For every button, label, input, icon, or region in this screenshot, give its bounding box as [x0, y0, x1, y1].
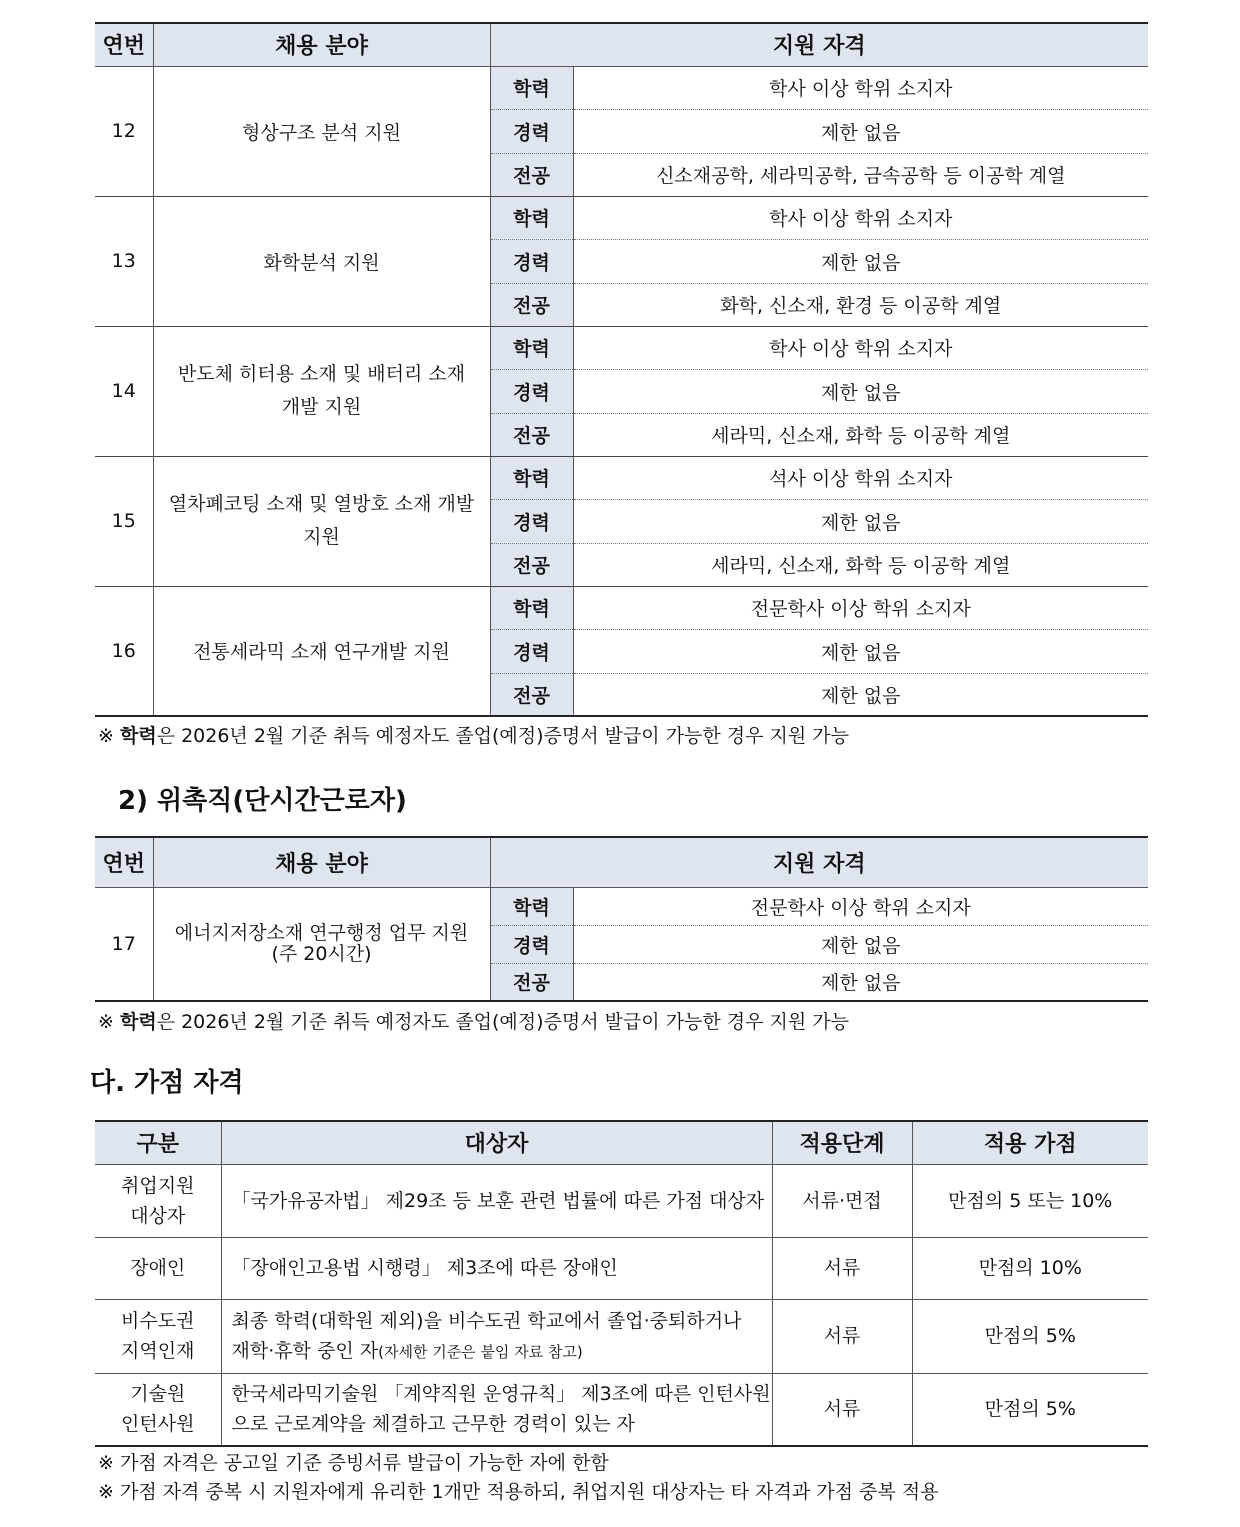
- label-education: 학력: [490, 326, 573, 369]
- table-row: [95, 1373, 1148, 1446]
- row-no: 14: [95, 326, 153, 456]
- row-field-line2: (주 20시간): [271, 942, 372, 965]
- category-cell: [95, 1373, 221, 1446]
- bonus-points-table: [95, 1120, 1148, 1447]
- value-career: 제한 없음: [573, 499, 1148, 543]
- label-major: 전공: [490, 673, 573, 716]
- footnote-1: ※ 가점 자격은 공고일 기준 증빙서류 발급이 가능한 자에 한함: [98, 1452, 609, 1474]
- label-education: 학력: [490, 456, 573, 499]
- header-category: 구분: [95, 1121, 221, 1164]
- row-field: [153, 326, 490, 456]
- label-career: 경력: [490, 369, 573, 413]
- section-title-bonus: 다. 가점 자격: [90, 1068, 244, 1098]
- value-career: 제한 없음: [573, 925, 1148, 963]
- row-field: [153, 887, 490, 1001]
- label-career: 경력: [490, 239, 573, 283]
- label-career: 경력: [490, 925, 573, 963]
- category-line1: 장애인: [130, 1257, 186, 1279]
- row-no: 17: [111, 932, 136, 955]
- label-education: 학력: [490, 887, 573, 925]
- target-line2: 으로 근로계약을 체결하고 근무한 경력이 있는 자: [231, 1413, 635, 1436]
- value-career: 제한 없음: [573, 369, 1148, 413]
- stage-cell: 서류: [772, 1299, 912, 1373]
- category-line1: 취업지원: [121, 1174, 195, 1197]
- target-line1: 「장애인고용법 시행령」 제3조에 따른 장애인: [231, 1257, 618, 1279]
- target-line2: 재학·휴학 중인 자: [231, 1339, 379, 1362]
- header-qualification: 지원 자격: [490, 837, 1148, 887]
- label-education: 학력: [490, 66, 573, 109]
- target-line1: 최종 학력(대학원 제외)을 비수도권 학교에서 졸업·중퇴하거나: [231, 1309, 742, 1332]
- category-line2: 대상자: [130, 1204, 186, 1227]
- table-row: [95, 1299, 1148, 1373]
- target-cell: [221, 1373, 772, 1446]
- value-education: 전문학사 이상 학위 소지자: [573, 887, 1148, 925]
- section-title-part-time: 2) 위촉직(단시간근로자): [118, 786, 407, 816]
- header-no: 연번: [95, 23, 153, 66]
- row-no: 12: [111, 120, 136, 142]
- education-note-2: [98, 1007, 849, 1034]
- value-career: 제한 없음: [573, 109, 1148, 153]
- row-field: 화학분석 지원: [153, 196, 490, 326]
- target-cell: [221, 1299, 772, 1373]
- value-education: 학사 이상 학위 소지자: [573, 66, 1148, 109]
- row-field: [153, 456, 490, 586]
- note-bold: 학력: [119, 1011, 157, 1033]
- label-career: 경력: [490, 499, 573, 543]
- footnote-2: ※ 가점 자격 중복 시 지원자에게 유리한 1개만 적용하되, 취업지원 대상자는 타 자격과 가점 중복 적용: [98, 1481, 939, 1503]
- header-field: 채용 분야: [153, 23, 490, 66]
- value-education: 석사 이상 학위 소지자: [573, 456, 1148, 499]
- points-cell: 만점의 5%: [912, 1299, 1148, 1373]
- row-field-line2: 개발 지원: [281, 396, 362, 418]
- points-cell: 만점의 10%: [912, 1237, 1148, 1299]
- label-major: 전공: [490, 543, 573, 586]
- header-points: 적용 가점: [912, 1121, 1148, 1164]
- value-education: 전문학사 이상 학위 소지자: [573, 586, 1148, 629]
- header-no: 연번: [95, 837, 153, 887]
- value-major: 세라믹, 신소재, 화학 등 이공학 계열: [573, 413, 1148, 456]
- value-major: 제한 없음: [573, 963, 1148, 1001]
- table-row: [95, 1164, 1148, 1237]
- stage-cell: 서류: [772, 1237, 912, 1299]
- label-major: 전공: [490, 413, 573, 456]
- table-row: [95, 1237, 1148, 1299]
- note-text: 은 2026년 2월 기준 취득 예정자도 졸업(예정)증명서 발급이 가능한 경우 지원 가능: [156, 725, 850, 747]
- target-line1: 「국가유공자법」 제29조 등 보훈 관련 법률에 따른 가점 대상자: [231, 1189, 765, 1212]
- row-no: 13: [95, 196, 153, 326]
- row-field: 형상구조 분석 지원: [153, 66, 490, 196]
- label-major: 전공: [490, 283, 573, 326]
- target-cell: [221, 1164, 772, 1237]
- label-major: 전공: [490, 153, 573, 196]
- stage-cell: 서류·면접: [772, 1164, 912, 1237]
- value-major: 세라믹, 신소재, 화학 등 이공학 계열: [573, 543, 1148, 586]
- value-major: 제한 없음: [573, 673, 1148, 716]
- header-qualification: 지원 자격: [490, 23, 1148, 66]
- target-cell: [221, 1237, 772, 1299]
- value-education: 학사 이상 학위 소지자: [573, 326, 1148, 369]
- row-field-line1: 반도체 히터용 소재 및 배터리 소재: [177, 363, 466, 385]
- value-major: 화학, 신소재, 환경 등 이공학 계열: [573, 283, 1148, 326]
- header-target: 대상자: [221, 1121, 772, 1164]
- target-line1: 한국세라믹기술원 「계약직원 운영규칙」 제3조에 따른 인턴사원: [231, 1383, 771, 1406]
- stage-cell: 서류: [772, 1373, 912, 1446]
- category-cell: [95, 1237, 221, 1299]
- category-line1: 기술원: [130, 1383, 186, 1406]
- category-line1: 비수도권: [121, 1310, 195, 1332]
- value-career: 제한 없음: [573, 629, 1148, 673]
- qualification-table-2: [95, 836, 1148, 1002]
- category-cell: [95, 1164, 221, 1237]
- label-education: 학력: [490, 586, 573, 629]
- value-career: 제한 없음: [573, 239, 1148, 283]
- header-field: 채용 분야: [153, 837, 490, 887]
- value-education: 학사 이상 학위 소지자: [573, 196, 1148, 239]
- note-mark: ※: [98, 1011, 114, 1033]
- target-note: (자세한 기준은 붙임 자료 참고): [378, 1342, 583, 1361]
- note-text: 은 2026년 2월 기준 취득 예정자도 졸업(예정)증명서 발급이 가능한 경우 지원 가능: [156, 1011, 850, 1033]
- label-education: 학력: [490, 196, 573, 239]
- points-cell: 만점의 5 또는 10%: [912, 1164, 1148, 1237]
- label-major: 전공: [490, 963, 573, 1001]
- row-field-line1: 열차폐코팅 소재 및 열방호 소재 개발: [168, 493, 475, 515]
- row-field-line1: 에너지저장소재 연구행정 업무 지원: [174, 921, 469, 944]
- note-mark: ※: [98, 725, 114, 747]
- label-career: 경력: [490, 109, 573, 153]
- category-cell: [95, 1299, 221, 1373]
- category-line2: 인턴사원: [121, 1413, 195, 1436]
- qualification-table-1: [95, 22, 1148, 717]
- row-field: 전통세라믹 소재 연구개발 지원: [153, 586, 490, 716]
- label-career: 경력: [490, 629, 573, 673]
- value-major: 신소재공학, 세라믹공학, 금속공학 등 이공학 계열: [573, 153, 1148, 196]
- category-line2: 지역인재: [121, 1340, 195, 1362]
- education-note-1: [98, 721, 849, 748]
- row-no: 16: [95, 586, 153, 716]
- points-cell: 만점의 5%: [912, 1373, 1148, 1446]
- header-stage: 적용단계: [772, 1121, 912, 1164]
- row-field-line2: 지원: [303, 526, 340, 548]
- row-no: 15: [95, 456, 153, 586]
- note-bold: 학력: [119, 725, 157, 747]
